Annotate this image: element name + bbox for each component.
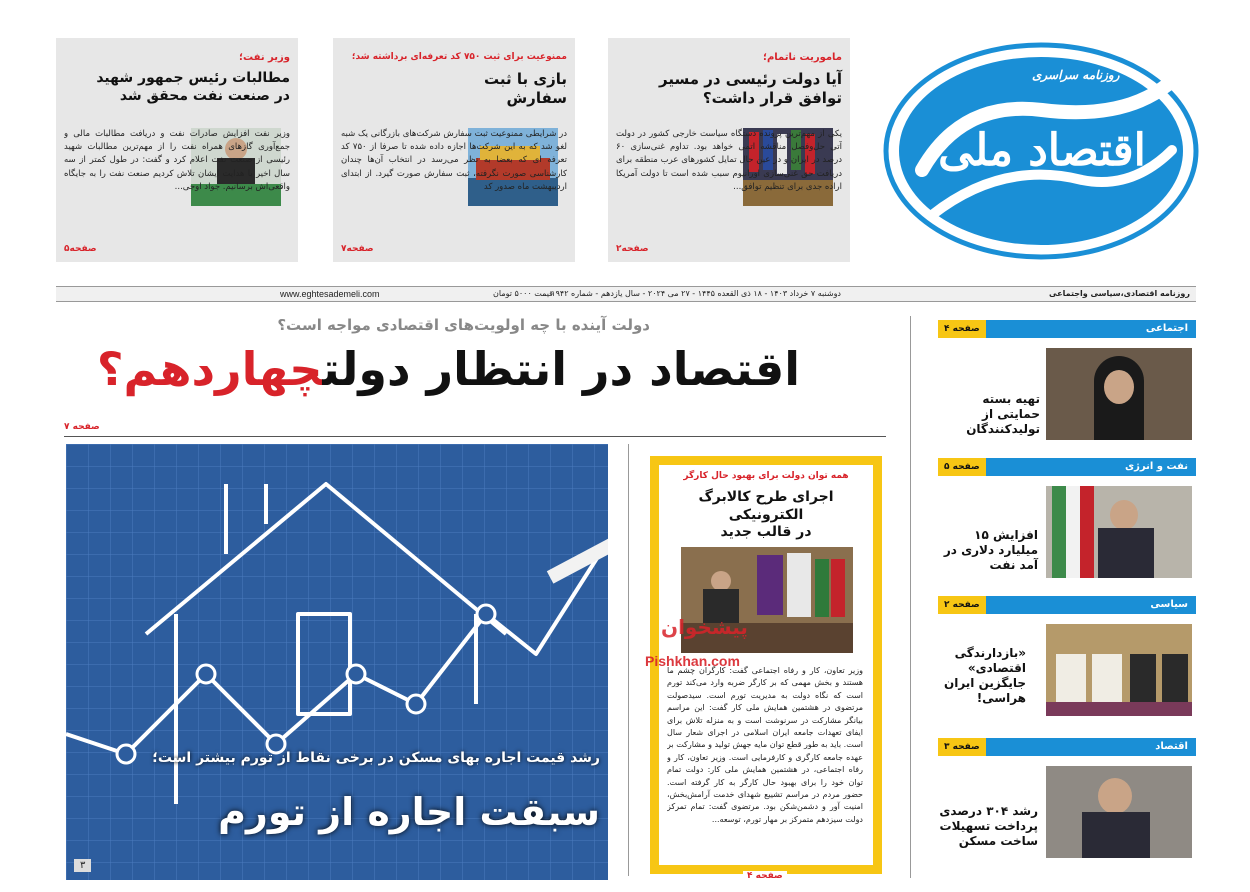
headline-rule [64,436,886,437]
headline [97,342,800,396]
headline-kicker: دولت آینده با چه اولویت‌های اقتصادی مواجه است؟ [277,316,650,334]
sidebar-header [938,596,1196,614]
sidebar-section-name: نفت و انرژی [1124,461,1188,472]
watermark-en: Pishkhan.com [645,653,740,669]
top-story-2[interactable] [333,38,575,262]
sidebar-page[interactable]: صفحه ۴ [938,320,986,338]
sidebar-header [938,320,1196,338]
sidebar-photo [1046,348,1192,440]
sidebar-item-social[interactable] [938,320,1196,446]
center-story-body: وزیر تعاون، کار و رفاه اجتماعی گفت: کارگران چشم ما هستند و بخش مهمی که بر کارگر ضربه وارد می‌کند تورم است که نگاه دولت به مدیریت تورم است. سیدصولت مرتضوی در هشتمین همایش ملی کار گفت: این مراسم بیانگر مشارکت در سرنوشت است و به منزله تلاش برای ایفای تعهدات جامعه ایران اسلامی در اجرای شعار سال است. باید به طور قطع توان مایه جهش تولید و مشارکت بر عهده جامعه کارگری و کارفرمایی است. وزیر تعاون، کار و رفاه اجتماعی، در هشتمین همایش ملی کار: دولت تمام توان خود را برای بهبود حال کارگر به کار گرفته است. حضور مردم در مراسم تشییع شهدای خدمت آرامش‌بخش، امنیت آور و دشمن‌شکن بود. مرتضوی گفت: تمام تمرکز دولت سیزدهم متمرکز بر مهار تورم، توسعه... [667,666,863,824]
masthead-section: روزنامه اقتصادی،سیاسی واجتماعی [1049,289,1190,298]
logo-name: اقتصاد ملی [938,125,1146,176]
story-title-line-1: بازی با ثبت [484,70,567,88]
main-image[interactable] [66,444,608,880]
story-body: وزیر نفت افزایش صادرات نفت و دریافت مطالبات مالی و جمع‌آوری گازهای همراه نفت را از مهم‌ترین مطالبات شهید رئیسی از صنعت نفت اعلام کرد و گفت: در طول کمتر از سه سال اخیر با هدایت ایشان تلاش کردیم صنعت نفت را به جایگاه واقعی‌اش برسانیم. جواد اوجی... [64,129,290,192]
story-kicker: ممنوعیت برای ثبت ۷۵۰ کد تعرفه‌ای برداشته شد؛ [351,52,567,62]
sidebar-page[interactable]: صفحه ۵ [938,458,986,476]
story-body: یکی از مهم‌ترین پرونده دستگاه سیاست خارجی کشور در دولت آتی حل‌وفصل مناقشه اتمی خواهد بود. تداوم غنی‌سازی ۶۰ درصد در ایران و در عین حال تمایل کشورهای عرب منطقه برای دریافت حق غنی‌سازی اورانیوم سبب شده است تا دولت آمریکا اراده جدی برای تنظیم توافق... [616,129,842,192]
sidebar-text: افزایش ۱۵ میلیارد دلاری در آمد نفت [943,528,1038,572]
story-kicker: ماموریت ناتمام؛ [762,52,842,63]
sidebar-item-oil-energy[interactable] [938,458,1196,584]
top-story-3[interactable] [56,38,298,262]
sidebar-photo [1046,624,1192,716]
sidebar-section-name: اجتماعی [1145,323,1188,334]
sidebar-photo [1046,766,1192,858]
story-title-line-1: مطالبات رئیس جمهور شهید [96,70,290,86]
masthead-website[interactable]: www.eghtesademeli.com [280,289,380,299]
sidebar-text: رشد ۳۰۴ درصدی پرداخت تسهیلات ساخت مسکن [939,804,1038,848]
watermark-fa: پیشخوان [661,615,748,639]
story-title [659,70,842,108]
main-image-overlay-kicker: رشد قیمت اجاره بهای مسکن در برخی نقاط از تورم بیشتر است؛ [152,750,600,766]
story-page[interactable]: صفحه۵ [64,244,97,254]
story-body: در شرایطی ممنوعیت ثبت سفارش شرکت‌های بازرگانی یک شبه لغو شد که به این شرکت‌ها اجازه داده شده تا صرفا از ۷۵۰ کد تعرفه ای که بعضا به نظر می‌رسد در انتخاب آن‌ها چندان کارشناسی صورت نگرفته، ثبت سفارش صورت گیرد. از ابتدای اردیبهشت ماه صدور کد [341,129,567,192]
sidebar-page[interactable]: صفحه ۳ [938,738,986,756]
center-story-kicker: همه توان دولت برای بهبود حال کارگر [683,471,849,481]
sidebar-header [938,458,1196,476]
headline-page[interactable]: صفحه ۷ [64,422,100,432]
story-title-line-2: توافق قرار داشت؟ [702,88,842,107]
center-story-title [659,489,873,542]
center-story-title-line-1: اجرای طرح کالابرگ الکترونیکی [698,489,834,523]
story-page[interactable]: صفحه۲ [616,244,649,254]
story-title-line-1: آیا دولت رئیسی در مسیر [659,70,842,88]
center-divider [628,444,629,876]
main-image-page-number: ۳ [74,859,91,872]
center-story-page[interactable]: صفحه ۴ [743,871,787,881]
headline-red: چهاردهم؟ [96,342,323,396]
masthead-date: دوشنبه ۷ خرداد ۱۴۰۳ - ۱۸ ذی القعده ۱۴۴۵ - ۲۷ می ۲۰۲۴ - سال یازدهم - شماره ۱۹۴۲ [551,289,841,298]
center-story[interactable] [645,456,882,881]
sidebar-header [938,738,1196,756]
sidebar-item-political[interactable] [938,596,1196,722]
story-page[interactable]: صفحه۷ [341,244,374,254]
sidebar-text: «بازدارندگی اقتصادی» جایگزین ایران هراسی! [943,646,1026,705]
sidebar-item-economy[interactable] [938,738,1196,864]
story-title-line-2: در صنعت نفت محقق شد [119,87,290,104]
logo-tagline: روزنامه سراسری [1032,68,1120,82]
masthead-price: قیمت ۵۰۰۰ تومان [493,289,553,298]
sidebar-section-name: اقتصاد [1155,741,1188,752]
masthead-bar [56,286,1196,302]
sidebar-photo [1046,486,1192,578]
story-title-line-2: سفارش [506,88,567,107]
center-story-title-line-2: در قالب جدید [720,524,812,540]
logo [882,40,1200,262]
story-title [484,70,567,108]
sidebar-divider [910,316,911,878]
story-title [96,70,290,105]
story-kicker: وزیر نفت؛ [239,52,290,63]
top-story-1[interactable] [608,38,850,262]
sidebar-text: تهیه بسته حمایتی از تولیدکنندگان [966,392,1040,436]
sidebar-page[interactable]: صفحه ۲ [938,596,986,614]
sidebar-section-name: سیاسی [1150,599,1188,610]
main-image-overlay-title: سبقت اجاره از تورم [218,790,600,834]
headline-black: اقتصاد در انتظار دولت [322,342,800,396]
